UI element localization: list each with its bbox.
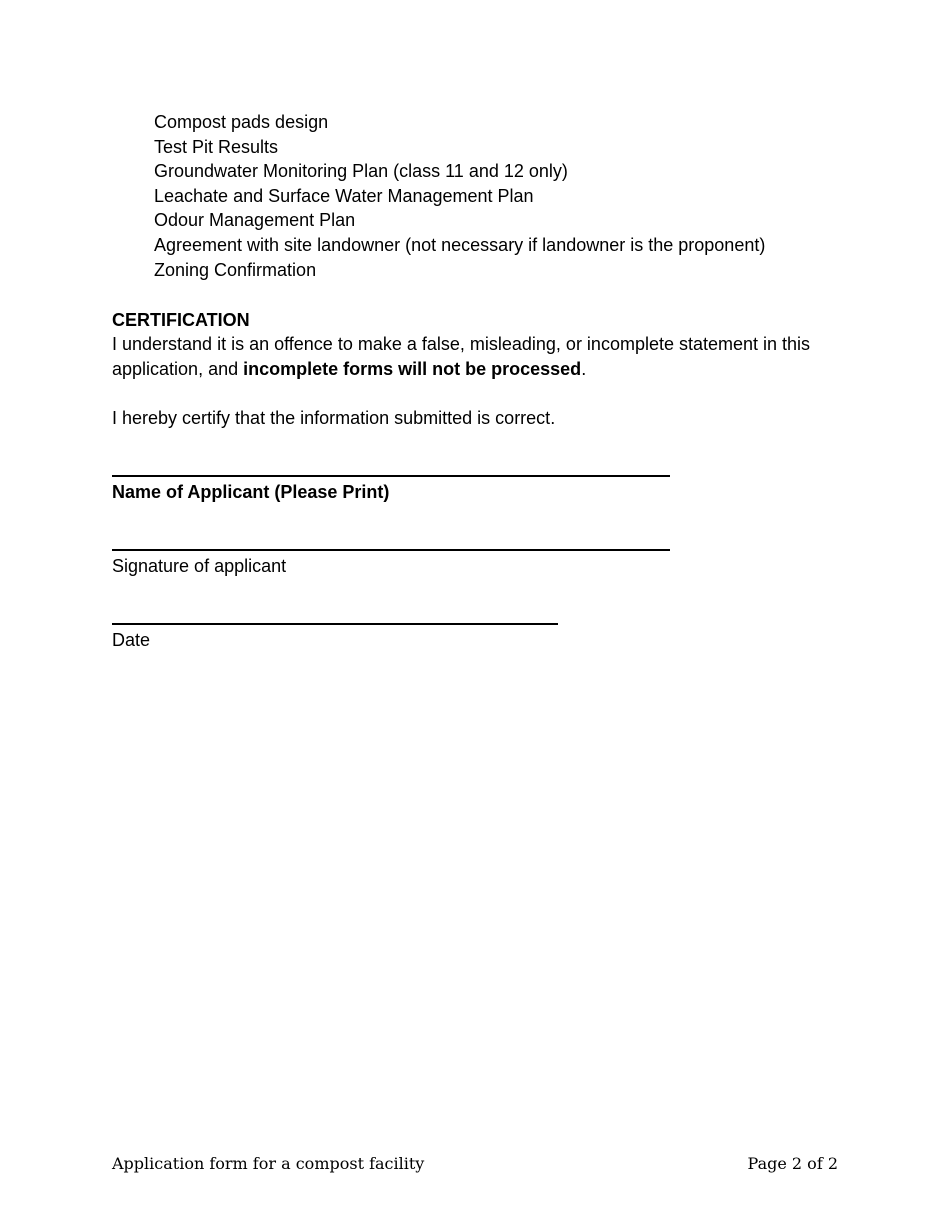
checklist-item: Compost pads design [154, 112, 329, 132]
checklist-item: Test Pit Results [154, 136, 279, 157]
certification-statement-emphasis: incomplete forms will not be processed [243, 358, 582, 379]
footer-page-number: Page 2 of 2 [747, 1154, 838, 1173]
checklist-item: Zoning Confirmation [154, 259, 317, 280]
certification-heading: CERTIFICATION [112, 310, 250, 330]
certification-statement [112, 332, 852, 381]
attachment-checklist [154, 110, 765, 282]
date-line[interactable] [112, 623, 558, 625]
footer-document-title: Application form for a compost facility [112, 1154, 425, 1173]
signature-label: Signature of applicant [112, 556, 287, 576]
checklist-item: Leachate and Surface Water Management Plan [154, 185, 534, 206]
applicant-name-label: Name of Applicant (Please Print) [112, 482, 390, 502]
signature-line[interactable] [112, 549, 670, 551]
certification-statement-end: . [581, 358, 587, 379]
certify-statement: I hereby certify that the information submitted is correct. [112, 408, 556, 428]
applicant-name-line[interactable] [112, 475, 670, 477]
checklist-item: Odour Management Plan [154, 210, 356, 231]
checklist-item: Groundwater Monitoring Plan (class 11 and 12 only) [154, 161, 568, 182]
date-label: Date [112, 630, 151, 650]
checklist-item: Agreement with site landowner (not necessary if landowner is the proponent) [154, 234, 766, 255]
certification-statement-text: I understand it is an offence to make a false, misleading, or incomplete statement in this application, and [112, 334, 811, 379]
